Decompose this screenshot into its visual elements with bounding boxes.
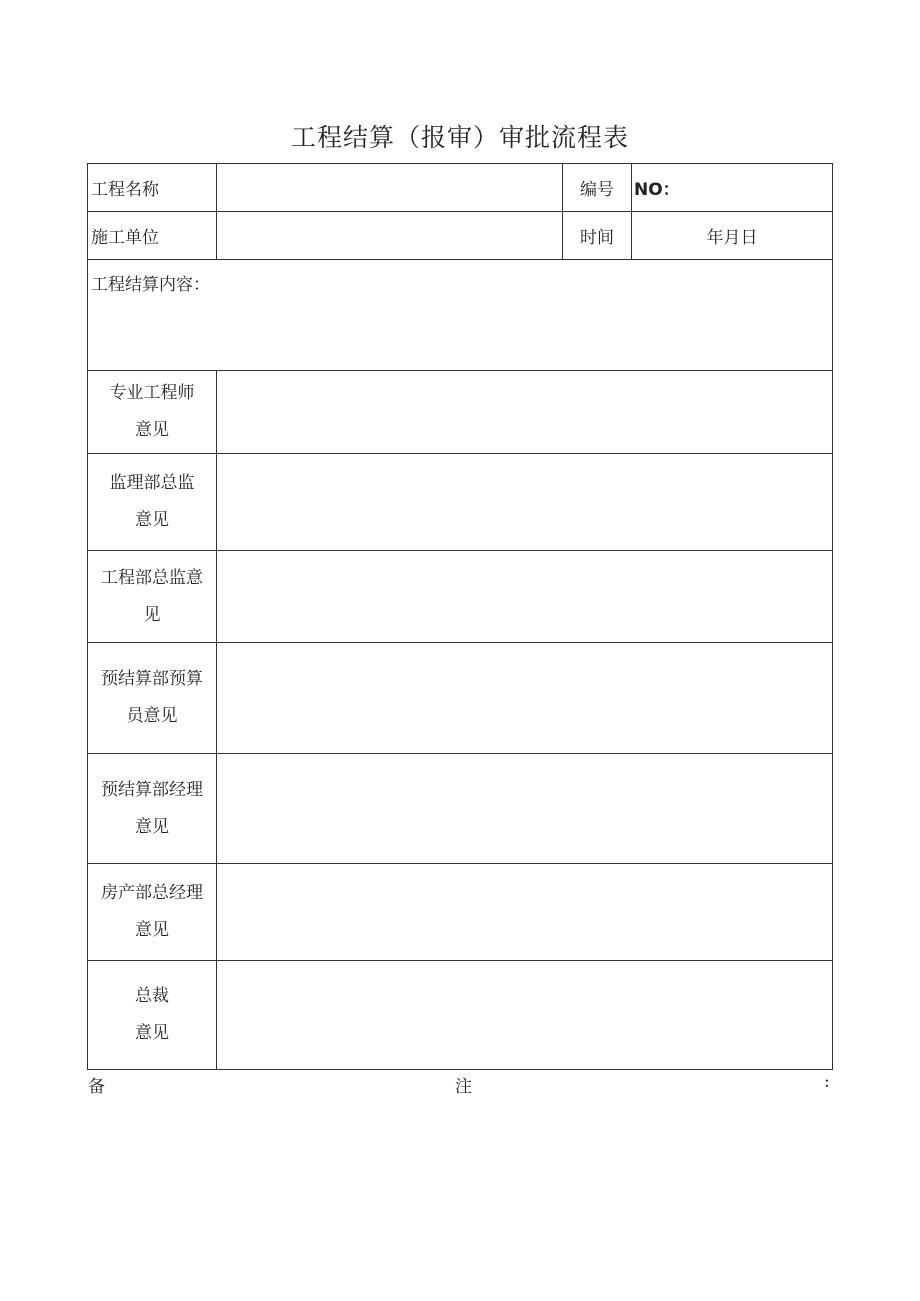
opinion-label-line2: 意见 — [135, 920, 169, 940]
opinion-label-engineer — [88, 371, 217, 454]
settlement-content-field[interactable] — [88, 260, 833, 371]
row-contractor — [88, 212, 833, 260]
row-opinion-president — [88, 961, 833, 1070]
row-opinion-engineer — [88, 371, 833, 454]
opinion-label-budget-estimator — [88, 643, 217, 754]
opinion-label-line1: 预结算部经理 — [101, 779, 203, 800]
project-name-field[interactable] — [217, 164, 563, 212]
row-opinion-budget-estimator — [88, 643, 833, 754]
opinion-field-real-estate-gm[interactable] — [217, 864, 833, 961]
number-label: 编号 — [563, 164, 632, 212]
approval-form-table — [87, 163, 833, 1070]
opinion-label-real-estate-gm — [88, 864, 217, 961]
opinion-label-engineering-director — [88, 551, 217, 643]
date-field[interactable]: 年月日 — [632, 212, 833, 260]
opinion-label-line2: 见 — [143, 604, 161, 625]
opinion-label-line1: 工程部总监意 — [101, 567, 203, 588]
opinion-label-line2: 意见 — [135, 1023, 169, 1043]
opinion-label-supervision-director — [88, 454, 217, 551]
opinion-field-budget-estimator[interactable] — [217, 643, 833, 754]
opinion-label-line1: 专业工程师 — [109, 383, 195, 403]
row-opinion-budget-manager — [88, 754, 833, 864]
opinion-label-line2: 意见 — [135, 816, 169, 837]
remarks-label-char1: 备 — [88, 1077, 105, 1097]
opinion-label-line1: 预结算部预算 — [101, 669, 203, 689]
row-opinion-engineering-director — [88, 551, 833, 643]
opinion-label-president — [88, 961, 217, 1070]
opinion-label-line2: 员意见 — [126, 706, 178, 726]
opinion-label-line2: 意见 — [135, 510, 169, 530]
opinion-field-supervision-director[interactable] — [217, 454, 833, 551]
remarks-label-colon: : — [824, 1072, 830, 1092]
opinion-field-engineer[interactable] — [217, 371, 833, 454]
time-label: 时间 — [563, 212, 632, 260]
opinion-label-budget-manager — [88, 754, 217, 864]
project-name-label: 工程名称 — [88, 164, 217, 212]
row-opinion-supervision-director — [88, 454, 833, 551]
number-field[interactable]: NO： — [632, 164, 833, 212]
remarks-label-char2: 注 — [455, 1077, 472, 1097]
opinion-field-engineering-director[interactable] — [217, 551, 833, 643]
opinion-label-line1: 总裁 — [135, 986, 169, 1006]
contractor-field[interactable] — [217, 212, 563, 260]
contractor-label: 施工单位 — [88, 212, 217, 260]
row-project-name — [88, 164, 833, 212]
opinion-label-line1: 房产部总经理 — [101, 883, 203, 903]
settlement-content-label: 工程结算内容： — [91, 275, 210, 295]
opinion-label-line1: 监理部总监 — [109, 473, 195, 493]
row-opinion-real-estate-gm — [88, 864, 833, 961]
opinion-field-president[interactable] — [217, 961, 833, 1070]
opinion-label-line2: 意见 — [135, 420, 169, 440]
opinion-field-budget-manager[interactable] — [217, 754, 833, 864]
form-title: 工程结算（报审）审批流程表 — [290, 123, 629, 152]
row-settlement-content — [88, 260, 833, 371]
